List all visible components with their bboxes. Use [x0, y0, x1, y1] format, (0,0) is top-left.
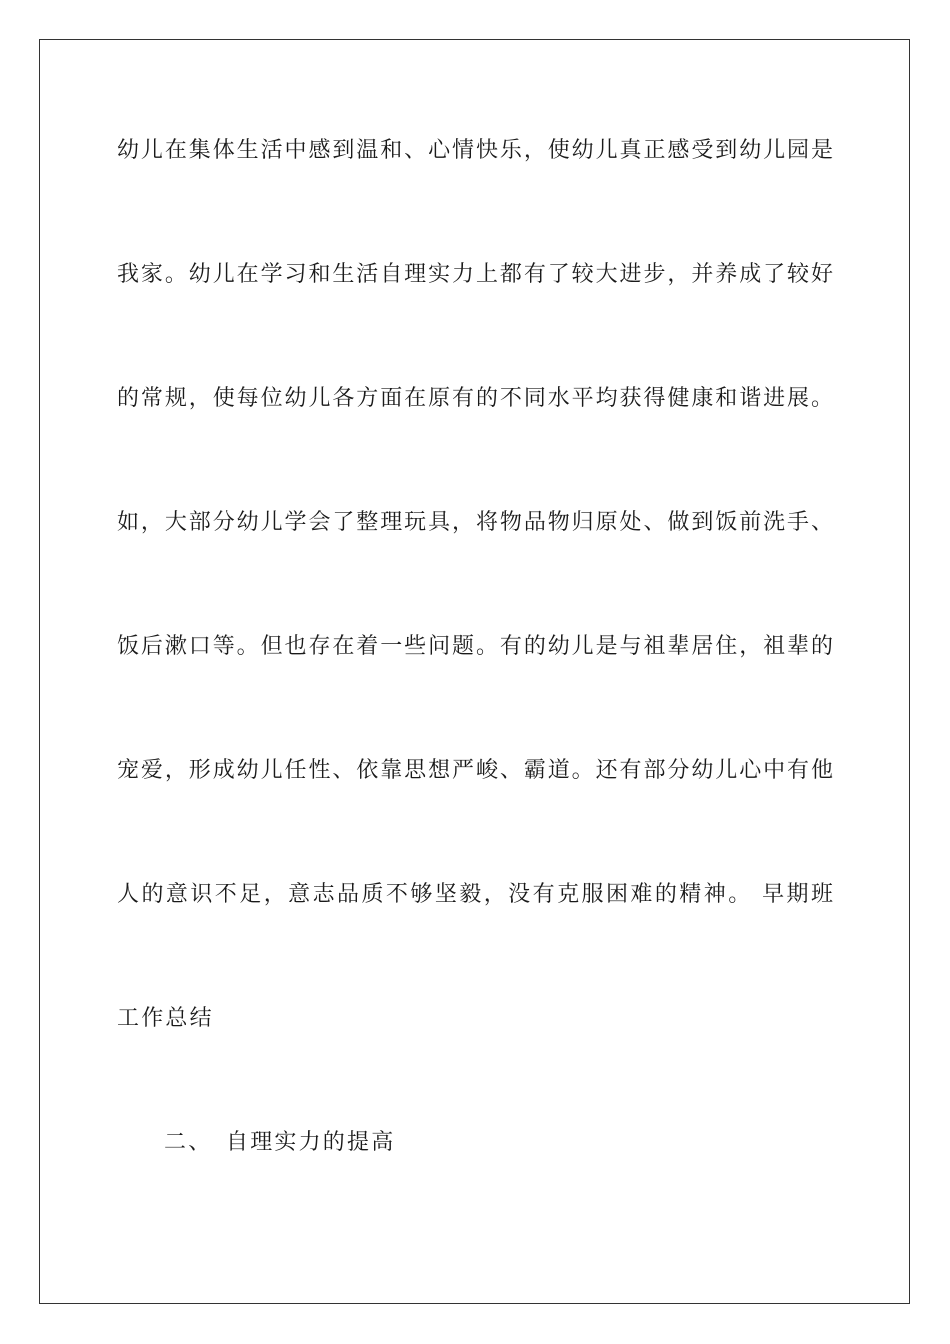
body-text-line-6: 宠爱，形成幼儿任性、依靠思想严峻、霸道。还有部分幼儿心中有他 [117, 758, 833, 783]
section-heading-number: 二、 [164, 1130, 213, 1155]
section-heading-title: 自理实力的提高 [226, 1130, 396, 1155]
body-text-line-4: 如，大部分幼儿学会了整理玩具，将物品物归原处、做到饭前洗手、 [117, 510, 833, 535]
page-border [39, 39, 910, 1304]
body-text-line-1: 幼儿在集体生活中感到温和、心情快乐，使幼儿真正感受到幼儿园是 [117, 138, 833, 163]
body-text-line-8: 工作总结 [117, 1006, 214, 1031]
body-text-line-5: 饭后漱口等。但也存在着一些问题。有的幼儿是与祖辈居住，祖辈的 [117, 634, 833, 659]
body-text-line-7: 人的意识不足，意志品质不够坚毅，没有克服困难的精神。 早期班 [117, 882, 833, 907]
body-text-line-3: 的常规，使每位幼儿各方面在原有的不同水平均获得健康和谐进展。 [117, 386, 833, 411]
body-text-line-2: 我家。幼儿在学习和生活自理实力上都有了较大进步，并养成了较好 [117, 262, 833, 287]
